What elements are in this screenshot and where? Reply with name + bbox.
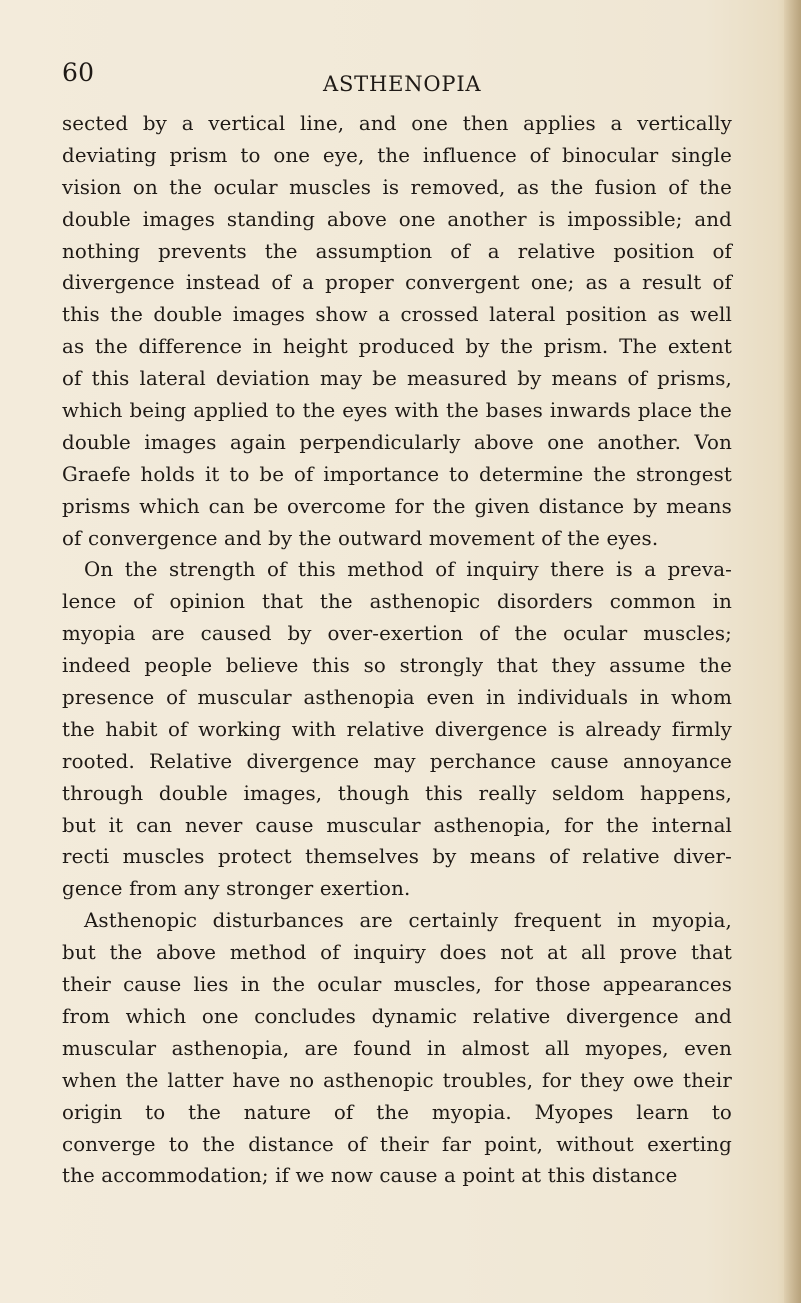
text-line: but it can never cause muscular asthenopia, for the internal (62, 813, 732, 837)
text-line: deviating prism to one eye, the influence of binocular single (62, 143, 732, 167)
text-line: presence of muscular asthenopia even in individuals in whom (62, 686, 732, 710)
text-line: as the difference in height produced by the prism. The extent (62, 335, 732, 359)
text-line: the habit of working with relative divergence is already firmly (62, 717, 732, 741)
text-line: myopia are caused by over-exertion of the ocular muscles; (62, 622, 732, 646)
text-line: of convergence and by the outward movement of the eyes. (62, 526, 659, 550)
text-line: Graefe holds it to be of importance to determine the strongest (62, 462, 732, 486)
text-line: converge to the distance of their far point, without exerting (62, 1132, 732, 1156)
text-line: lence of opinion that the asthenopic disorders common in (62, 590, 732, 614)
text-line: On the strength of this method of inquiry there is a preva- (84, 558, 732, 582)
text-line: when the latter have no asthenopic troubles, for they owe their (62, 1068, 732, 1092)
text-line: their cause lies in the ocular muscles, for those appearances (62, 973, 732, 997)
text-line: prisms which can be overcome for the given distance by means (62, 494, 732, 518)
text-line: nothing prevents the assumption of a relative position of (62, 239, 732, 263)
text-line: which being applied to the eyes with the bases inwards place the (62, 399, 732, 423)
body-text (62, 108, 732, 1192)
page-edge-shadow (784, 0, 801, 1303)
page-number: 60 (62, 58, 95, 87)
text-line: sected by a vertical line, and one then applies a vertically (62, 112, 732, 135)
text-line: indeed people believe this so strongly that they assume the (62, 654, 732, 678)
text-line: double images again perpendicularly above one another. Von (62, 430, 732, 454)
text-line: of this lateral deviation may be measured by means of prisms, (62, 367, 732, 391)
text-line: but the above method of inquiry does not at all prove that (62, 941, 732, 965)
text-line: divergence instead of a proper convergent one; as a result of (62, 271, 732, 295)
text-line: the accommodation; if we now cause a point at this distance (62, 1164, 678, 1188)
text-line: this the double images show a crossed lateral position as well (62, 303, 732, 327)
text-line: from which one concludes dynamic relative divergence and (62, 1004, 732, 1028)
text-line: recti muscles protect themselves by means of relative diver- (62, 845, 732, 869)
text-line: origin to the nature of the myopia. Myopes learn to (62, 1100, 732, 1124)
text-line: Asthenopic disturbances are certainly frequent in myopia, (84, 909, 732, 933)
text-line: through double images, though this really seldom happens, (62, 781, 732, 805)
text-line: rooted. Relative divergence may perchance cause annoyance (62, 749, 732, 773)
text-line: gence from any stronger exertion. (62, 877, 411, 901)
text-line: double images standing above one another is impossible; and (62, 207, 732, 231)
text-line: muscular asthenopia, are found in almost all myopes, even (62, 1036, 732, 1060)
text-line: vision on the ocular muscles is removed, as the fusion of the (62, 175, 732, 199)
running-head: ASTHENOPIA (323, 72, 482, 96)
